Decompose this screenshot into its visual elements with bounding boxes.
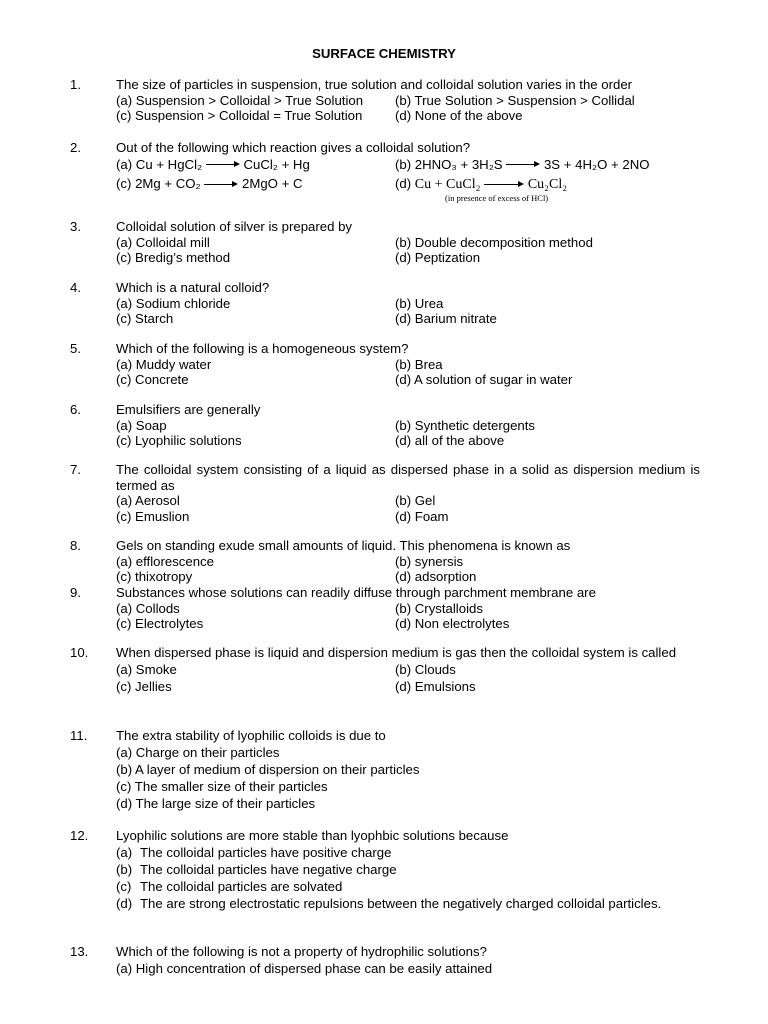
- question-stem: Substances whose solutions can readily diffuse through parchment membrane are: [116, 585, 596, 600]
- option-a: (a) Charge on their particles: [116, 745, 280, 760]
- reaction-arrow-icon: [484, 181, 524, 189]
- option-c: (c) Emuslion: [116, 508, 190, 524]
- option-a: (a) Colloidal mill: [116, 234, 210, 250]
- reaction-products: Cu₂Cl₂: [527, 177, 568, 193]
- option-a: (a) efflorescence: [116, 553, 214, 569]
- question-5: [70, 341, 700, 388]
- option-b: (b) Clouds: [395, 661, 456, 677]
- option-a: (a) Collods: [116, 600, 180, 616]
- question-number: 5.: [70, 341, 81, 356]
- reaction-reactants: Cu + CuCl₂: [414, 177, 481, 193]
- option-a: (a) Soap: [116, 417, 167, 433]
- question-10: [70, 645, 700, 695]
- option-d: (d) The large size of their particles: [116, 796, 316, 811]
- option-d: (d) Foam: [395, 508, 449, 524]
- reaction-arrow-icon: [204, 181, 238, 189]
- option-b: (b) Double decomposition method: [395, 234, 593, 250]
- question-stem: Which of the following is a homogeneous system?: [116, 341, 409, 356]
- option-c: (c) Lyophilic solutions: [116, 433, 242, 449]
- question-number: 8.: [70, 538, 81, 553]
- question-number: 2.: [70, 140, 81, 155]
- option-b: (b) Brea: [395, 356, 443, 372]
- option-c: (c) Starch: [116, 311, 174, 327]
- option-d: (d) None of the above: [395, 108, 523, 124]
- option-d: (d) adsorption: [395, 569, 477, 585]
- reaction-arrow-icon: [206, 161, 240, 169]
- option-a: (a) Muddy water: [116, 356, 212, 372]
- option-b: (b) Synthetic detergents: [395, 417, 536, 433]
- option-d: (d) all of the above: [395, 433, 505, 449]
- reaction-products: 2MgO + C: [242, 176, 303, 192]
- question-number: 11.: [70, 728, 88, 743]
- question-3: [70, 219, 700, 266]
- question-9: [70, 585, 700, 632]
- option-b: (b) synersis: [395, 553, 464, 569]
- option-b: (b) 2HNO₃ + 3H₂S 3S + 4H₂O + 2NO: [395, 156, 650, 172]
- question-stem: Colloidal solution of silver is prepared by: [116, 219, 353, 234]
- question-number: 10.: [70, 645, 89, 660]
- option-d: (d) A solution of sugar in water: [395, 372, 573, 388]
- option-c: (c) Concrete: [116, 372, 189, 388]
- question-stem: Gels on standing exude small amounts of liquid. This phenomena is known as: [116, 538, 571, 553]
- option-b: (b) Urea: [395, 295, 444, 311]
- question-number: 6.: [70, 402, 81, 417]
- question-8: [70, 538, 700, 585]
- question-number: 4.: [70, 280, 81, 295]
- question-6: [70, 402, 700, 449]
- question-11: [70, 727, 700, 812]
- reaction-reactants: Cu + HgCl₂: [135, 156, 203, 172]
- option-b: (b) True Solution > Suspension > Collidal: [395, 92, 635, 108]
- option-a: (a) The colloidal particles have positive charge: [116, 845, 392, 860]
- option-a: (a) High concentration of dispersed phase can be easily attained: [116, 961, 493, 976]
- question-number: 12.: [70, 828, 89, 843]
- reaction-arrow-icon: [506, 161, 540, 169]
- question-stem: The size of particles in suspension, true solution and colloidal solution varies in the order: [116, 77, 633, 92]
- question-stem: The colloidal system consisting of a liquid as dispersed phase in a solid as dispersion medium is termed as: [116, 462, 700, 493]
- reaction-products: CuCl₂ + Hg: [243, 156, 310, 172]
- question-number: 1.: [70, 77, 81, 92]
- question-number: 7.: [70, 462, 81, 477]
- question-stem: Which of the following is not a property of hydrophilic solutions?: [116, 944, 487, 959]
- option-c: (c) Electrolytes: [116, 616, 204, 632]
- option-a: (a) Aerosol: [116, 493, 180, 509]
- question-2: [70, 140, 700, 203]
- question-stem: The extra stability of lyophilic colloids is due to: [116, 728, 386, 743]
- option-c: (c) Bredig’s method: [116, 250, 231, 266]
- reaction-reactants: 2HNO₃ + 3H₂S: [414, 156, 503, 172]
- option-d: (d) The are strong electrostatic repulsions between the negatively charged colloidal particles.: [116, 896, 662, 911]
- reaction-condition-note: (in presence of excess of HCl): [445, 192, 549, 203]
- option-a: (a) Suspension > Colloidal > True Solution: [116, 92, 364, 108]
- option-c: (c) thixotropy: [116, 569, 193, 585]
- question-13: [70, 943, 700, 977]
- option-d: (d) Non electrolytes: [395, 616, 510, 632]
- question-stem: Emulsifiers are generally: [116, 402, 261, 417]
- option-c: (c) Suspension > Colloidal = True Solution: [116, 108, 363, 124]
- question-1: [70, 77, 700, 124]
- question-number: 3.: [70, 219, 81, 234]
- option-a: (a) Smoke: [116, 661, 177, 677]
- question-stem: When dispersed phase is liquid and dispersion medium is gas then the colloidal system is called: [116, 645, 677, 660]
- question-12: [70, 827, 700, 912]
- page-title: SURFACE CHEMISTRY: [312, 46, 456, 61]
- reaction-reactants: 2Mg + CO₂: [135, 176, 201, 192]
- option-b: (b) A layer of medium of dispersion on their particles: [116, 762, 420, 777]
- option-d: (d) Cu + CuCl₂ Cu₂Cl₂: [395, 176, 568, 193]
- option-b: (b) Crystalloids: [395, 600, 483, 616]
- question-stem: Out of the following which reaction gives a colloidal solution?: [116, 140, 471, 155]
- question-stem: Lyophilic solutions are more stable than lyophbic solutions because: [116, 828, 509, 843]
- option-b: (b) Gel: [395, 493, 436, 509]
- option-a: (a) Cu + HgCl₂ CuCl₂ + Hg: [116, 156, 310, 172]
- option-c: (c) The smaller size of their particles: [116, 779, 328, 794]
- option-c: (c) The colloidal particles are solvated: [116, 879, 343, 894]
- option-c: (c) Jellies: [116, 679, 172, 695]
- option-a: (a) Sodium chloride: [116, 295, 231, 311]
- option-d: (d) Peptization: [395, 250, 481, 266]
- question-4: [70, 280, 700, 327]
- option-d: (d) Emulsions: [395, 679, 476, 695]
- reaction-products: 3S + 4H₂O + 2NO: [543, 156, 650, 172]
- option-d: (d) Barium nitrate: [395, 311, 497, 327]
- question-stem: Which is a natural colloid?: [116, 280, 270, 295]
- question-7: [70, 462, 700, 524]
- question-number: 9.: [70, 585, 81, 600]
- option-c: (c) 2Mg + CO₂ 2MgO + C: [116, 176, 303, 192]
- option-b: (b) The colloidal particles have negative charge: [116, 862, 397, 877]
- question-number: 13.: [70, 944, 89, 959]
